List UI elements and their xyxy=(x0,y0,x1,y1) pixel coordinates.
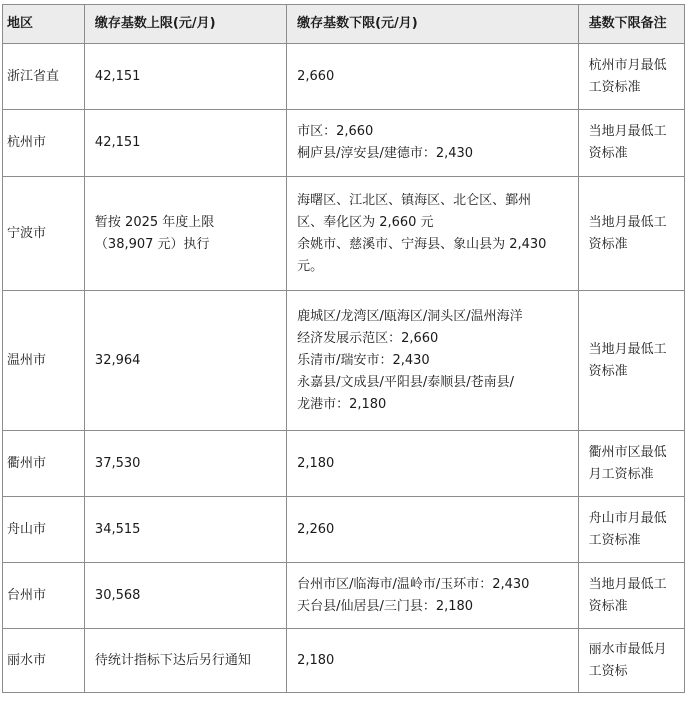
cell-line: 工资标准 xyxy=(588,532,641,548)
cell-upper-limit xyxy=(84,431,286,497)
cell-line: 资标准 xyxy=(588,236,628,252)
cell-lower-note xyxy=(578,44,684,110)
cell-line: 工资标准 xyxy=(588,79,641,95)
cell-upper-limit xyxy=(84,497,286,563)
cell-line: 元。 xyxy=(297,258,324,274)
cell-region: 台州市 xyxy=(3,563,85,629)
cell-line: 2,180 xyxy=(297,652,335,668)
cell-lower-limit xyxy=(287,44,579,110)
table-header-row xyxy=(3,5,685,44)
cell-line: 34,515 xyxy=(94,521,141,537)
cell-lower-limit xyxy=(287,291,579,431)
cell-line: 舟山市月最低 xyxy=(588,510,667,526)
cell-lower-note xyxy=(578,629,684,693)
cell-line: 资标准 xyxy=(588,146,628,161)
cell-line: （38,907 元）执行 xyxy=(94,236,210,252)
table-row xyxy=(3,629,685,693)
cell-line: 资标准 xyxy=(588,598,628,614)
cell-line: 当地月最低工 xyxy=(588,341,667,357)
cell-region: 杭州市 xyxy=(3,110,85,177)
cell-line: 经济发展示范区：2,660 xyxy=(297,330,439,346)
cell-line: 乐清市/瑞安市：2,430 xyxy=(297,352,430,368)
cell-lower-note xyxy=(578,110,684,177)
header-upper-limit: 缴存基数上限(元/月) xyxy=(84,5,286,44)
cell-line: 台州市区/临海市/温岭市/玉环市：2,430 xyxy=(297,576,530,592)
cell-line: 2,660 xyxy=(297,68,335,84)
cell-region: 浙江省直 xyxy=(3,44,85,110)
cell-upper-limit xyxy=(84,177,286,291)
cell-lower-limit xyxy=(287,110,579,177)
cell-line: 杭州市月最低 xyxy=(588,57,667,73)
cell-region: 衢州市 xyxy=(3,431,85,497)
cell-upper-limit xyxy=(84,563,286,629)
cell-line: 天台县/仙居县/三门县：2,180 xyxy=(297,598,474,614)
cell-line: 2,180 xyxy=(297,455,335,471)
cell-line: 市区：2,660 xyxy=(297,124,374,139)
cell-region: 宁波市 xyxy=(3,177,85,291)
cell-line: 余姚市、慈溪市、宁海县、象山县为 2,430 xyxy=(297,236,547,252)
table-row xyxy=(3,44,685,110)
cell-lower-limit xyxy=(287,629,579,693)
table-row xyxy=(3,563,685,629)
cell-lower-note xyxy=(578,563,684,629)
cell-line: 42,151 xyxy=(94,68,141,84)
cell-line: 当地月最低工 xyxy=(588,214,667,230)
cell-region: 温州市 xyxy=(3,291,85,431)
header-region: 地区 xyxy=(3,5,85,44)
cell-region: 丽水市 xyxy=(3,629,85,693)
cell-line: 区、奉化区为 2,660 元 xyxy=(297,214,434,230)
cell-line: 32,964 xyxy=(94,352,141,368)
cell-line: 待统计指标下达后另行通知 xyxy=(94,652,251,668)
cell-lower-note xyxy=(578,177,684,291)
cell-upper-limit xyxy=(84,44,286,110)
cell-line: 月工资标准 xyxy=(588,466,654,482)
header-lower-note: 基数下限备注 xyxy=(578,5,684,44)
header-lower-limit: 缴存基数下限(元/月) xyxy=(287,5,579,44)
cell-line: 桐庐县/淳安县/建德市：2,430 xyxy=(297,146,474,161)
table-row xyxy=(3,110,685,177)
cell-upper-limit xyxy=(84,629,286,693)
cell-line: 工资标 xyxy=(588,663,628,679)
cell-line: 当地月最低工 xyxy=(588,124,667,139)
cell-upper-limit xyxy=(84,110,286,177)
table-row xyxy=(3,177,685,291)
table-row xyxy=(3,497,685,563)
cell-lower-note xyxy=(578,497,684,563)
cell-line: 衢州市区最低 xyxy=(588,444,667,460)
cell-line: 暂按 2025 年度上限 xyxy=(94,214,215,230)
cell-line: 资标准 xyxy=(588,363,628,379)
cell-line: 当地月最低工 xyxy=(588,576,667,592)
cell-lower-limit xyxy=(287,563,579,629)
housing-fund-base-table xyxy=(2,4,685,693)
cell-line: 37,530 xyxy=(94,455,141,471)
cell-line: 42,151 xyxy=(94,135,141,150)
cell-lower-limit xyxy=(287,431,579,497)
cell-region: 舟山市 xyxy=(3,497,85,563)
cell-line: 鹿城区/龙湾区/瓯海区/洞头区/温州海洋 xyxy=(297,308,523,324)
cell-line: 2,260 xyxy=(297,521,335,537)
table-row xyxy=(3,431,685,497)
cell-line: 海曙区、江北区、镇海区、北仑区、鄞州 xyxy=(297,192,532,208)
cell-line: 丽水市最低月 xyxy=(588,641,667,657)
cell-line: 龙港市：2,180 xyxy=(297,396,387,412)
cell-lower-note xyxy=(578,291,684,431)
cell-lower-limit xyxy=(287,177,579,291)
cell-lower-limit xyxy=(287,497,579,563)
cell-line: 永嘉县/文成县/平阳县/泰顺县/苍南县/ xyxy=(297,374,514,390)
cell-lower-note xyxy=(578,431,684,497)
cell-upper-limit xyxy=(84,291,286,431)
table-row xyxy=(3,291,685,431)
cell-line: 30,568 xyxy=(94,587,141,603)
